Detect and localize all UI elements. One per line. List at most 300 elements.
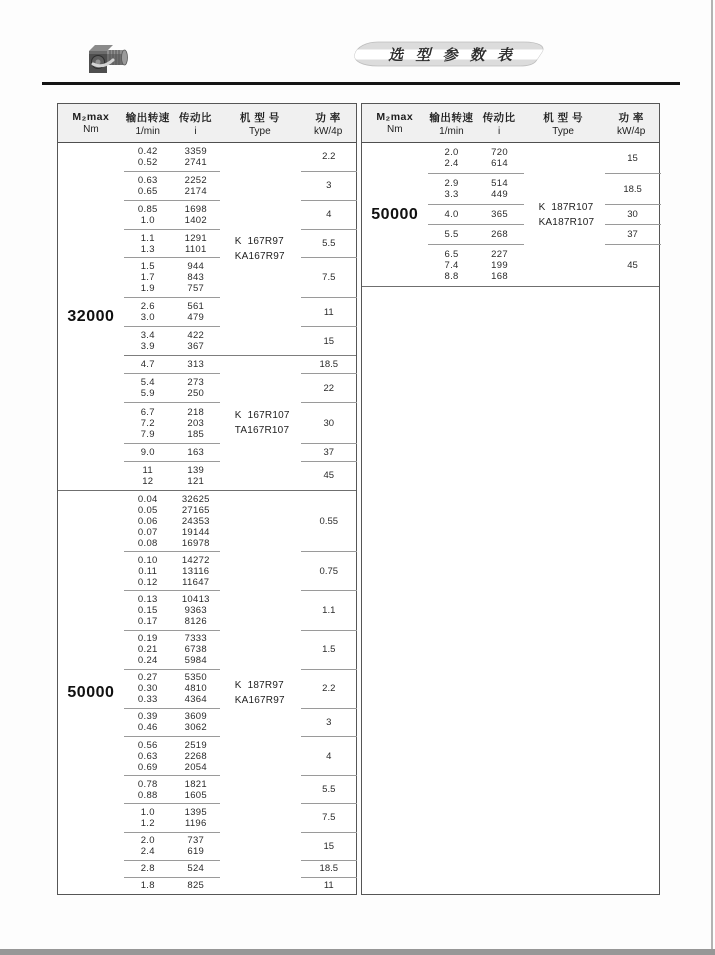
ratio-value: 2252 [184, 174, 207, 186]
speed-values [124, 330, 172, 352]
column-header [475, 104, 523, 142]
power-value: 3 [301, 172, 357, 201]
speed-values [124, 447, 172, 458]
column-header [124, 104, 172, 142]
speed-values [428, 229, 476, 240]
power-value: 30 [605, 205, 661, 225]
selection-table-left [57, 103, 357, 895]
speed-value: 4.7 [140, 359, 155, 371]
speed-values [124, 146, 172, 168]
speed-value: 0.04 [137, 493, 158, 505]
table-body [58, 143, 356, 894]
column-header-unit: i [497, 125, 501, 137]
type-line: K 167R97 [234, 236, 284, 247]
power-value: 4 [301, 201, 357, 230]
header-rule [42, 82, 680, 85]
speed-values [124, 863, 172, 874]
speed-values [124, 633, 172, 666]
power-value: 22 [301, 374, 357, 403]
table-row [124, 552, 357, 591]
ratio-value: 479 [187, 312, 205, 324]
table-row [124, 374, 357, 403]
power-value: 1.1 [301, 591, 357, 630]
ratio-value: 10413 [181, 593, 210, 605]
speed-values [124, 359, 172, 370]
power-value: 11 [301, 298, 357, 327]
ratio-values [172, 301, 220, 323]
power-value: 5.5 [301, 230, 357, 259]
speed-value: 7.2 [140, 417, 155, 429]
ratio-value: 2519 [184, 739, 207, 751]
speed-value: 2.8 [140, 863, 155, 875]
column-header-cn: 功 率 [315, 111, 341, 124]
speed-value: 0.15 [137, 604, 158, 616]
ratio-value: 185 [187, 428, 205, 440]
speed-value: 3.0 [140, 312, 155, 324]
gear-reducer-image [83, 38, 135, 80]
table-row [124, 444, 357, 462]
ratio-value: 944 [187, 261, 205, 273]
power-value: 4 [301, 737, 357, 776]
column-header-unit: 1/min [135, 125, 160, 137]
ratio-values [172, 407, 220, 440]
column-header [603, 104, 659, 142]
ratio-values [172, 779, 220, 801]
column-header [219, 104, 300, 142]
type-group [124, 143, 356, 356]
speed-value: 0.27 [137, 672, 158, 684]
table-row [124, 462, 357, 490]
ratio-value: 203 [187, 417, 205, 429]
speed-values [124, 740, 172, 773]
ratio-value: 825 [187, 880, 205, 892]
ratio-value: 19144 [181, 526, 210, 538]
ratio-values [172, 330, 220, 352]
speed-values [124, 175, 172, 197]
power-value: 7.5 [301, 258, 357, 298]
ratio-value: 313 [187, 359, 205, 371]
ratio-value: 24353 [181, 515, 210, 527]
ratio-values [172, 711, 220, 733]
speed-value: 1.0 [140, 214, 155, 226]
speed-values [124, 880, 172, 891]
ratio-value: 27165 [181, 504, 210, 516]
type-line: KA167R97 [234, 251, 285, 262]
ratio-value: 199 [491, 260, 508, 271]
speed-value: 0.19 [137, 633, 158, 645]
speed-value: 2.6 [140, 301, 155, 313]
speed-values [124, 377, 172, 399]
speed-value: 0.63 [137, 174, 158, 186]
ratio-value: 9363 [184, 604, 207, 616]
table-row [124, 804, 357, 832]
type-line: KA167R97 [234, 694, 285, 706]
power-value: 18.5 [605, 174, 661, 205]
ratio-value: 757 [187, 283, 205, 295]
ratio-value: 5350 [184, 672, 207, 684]
speed-values [124, 555, 172, 588]
ratio-value: 614 [491, 158, 508, 169]
type-line: K 187R97 [234, 679, 284, 691]
ratio-values [172, 633, 220, 666]
ratio-value: 1196 [184, 817, 207, 829]
ratio-value: 14272 [181, 554, 210, 566]
table-row [124, 878, 357, 894]
column-header-cn: 传动比 [179, 111, 213, 124]
table-body [362, 143, 659, 894]
column-header [300, 104, 356, 142]
speed-value: 11 [142, 464, 154, 476]
speed-value: 0.06 [137, 515, 158, 527]
page-title: 选 型 参 数 表 [388, 47, 516, 64]
ratio-values [172, 233, 220, 255]
ratio-values [476, 249, 524, 282]
page-bottom-bar [0, 949, 715, 955]
table-row [124, 258, 357, 298]
ratio-value: 1821 [184, 778, 207, 790]
table-header [58, 104, 356, 143]
column-header-cn: M₂max [376, 111, 414, 123]
speed-values [124, 835, 172, 857]
ratio-value: 7333 [184, 633, 207, 645]
ratio-value: 268 [491, 229, 508, 240]
speed-value: 3.4 [140, 330, 155, 342]
column-header-cn: 功 率 [618, 111, 644, 124]
table-section [362, 143, 659, 287]
power-value: 11 [323, 880, 334, 892]
type-group [124, 356, 356, 490]
column-header-cn: 输出转速 [125, 111, 170, 124]
column-header-cn: 机 型 号 [543, 111, 584, 124]
ratio-value: 218 [187, 406, 205, 418]
ratio-value: 139 [187, 464, 205, 476]
column-header-unit: kW/4p [313, 125, 343, 137]
speed-values [124, 594, 172, 627]
ratio-values [172, 494, 220, 549]
speed-values [124, 261, 172, 294]
speed-value: 0.63 [137, 750, 158, 762]
ratio-value: 3359 [184, 145, 207, 157]
speed-values [124, 672, 172, 705]
ratio-value: 250 [187, 388, 205, 400]
speed-value: 1.2 [140, 817, 155, 829]
speed-value: 0.69 [137, 761, 158, 773]
type-label [524, 200, 605, 230]
table-row [124, 861, 357, 878]
ratio-value: 168 [491, 271, 508, 282]
table-header [362, 104, 659, 143]
table-row [124, 143, 357, 172]
speed-value: 6.5 [444, 249, 459, 260]
speed-value: 9.0 [140, 446, 155, 458]
speed-value: 3.3 [444, 189, 459, 200]
speed-value: 0.21 [137, 644, 158, 656]
ratio-value: 163 [187, 446, 205, 458]
power-value: 2.2 [301, 143, 357, 172]
speed-value: 0.05 [137, 504, 158, 516]
table-row [124, 491, 357, 552]
gear-reducer-icon [83, 38, 135, 80]
table-row [124, 776, 357, 804]
column-header [172, 104, 220, 142]
type-line: KA187R107 [538, 216, 595, 228]
ratio-values [476, 178, 524, 200]
power-value: 37 [301, 444, 357, 462]
table-section [58, 491, 356, 894]
power-value: 1.5 [301, 631, 357, 670]
speed-value: 0.46 [137, 722, 158, 734]
power-value: 18.5 [301, 356, 357, 374]
title-banner [352, 41, 552, 68]
type-label [220, 678, 301, 708]
speed-value: 5.5 [444, 229, 459, 240]
ratio-value: 4810 [184, 683, 207, 695]
ratio-values [476, 147, 524, 169]
speed-value: 2.9 [444, 178, 459, 189]
speed-value: 0.88 [137, 789, 158, 801]
column-header-unit: Type [248, 125, 271, 137]
speed-value: 0.52 [137, 156, 158, 168]
table-row [124, 591, 357, 630]
page-right-edge [711, 0, 713, 955]
ratio-value: 273 [187, 377, 205, 389]
speed-value: 0.56 [137, 739, 158, 751]
ratio-values [172, 175, 220, 197]
speed-values [124, 233, 172, 255]
ratio-values [172, 807, 220, 829]
power-value: 0.75 [301, 552, 357, 591]
ratio-value: 11647 [182, 576, 210, 588]
speed-values [428, 147, 476, 169]
table-row [428, 143, 661, 174]
power-value: 30 [301, 403, 357, 443]
ratio-value: 3062 [184, 722, 207, 734]
speed-value: 7.4 [444, 260, 459, 271]
power-value: 15 [301, 833, 357, 861]
column-header [58, 104, 124, 142]
speed-values [124, 407, 172, 440]
column-header-unit: Nm [387, 124, 403, 135]
speed-value: 0.08 [137, 537, 158, 549]
ratio-value: 561 [187, 301, 205, 313]
speed-value: 0.17 [137, 615, 158, 627]
type-group [124, 491, 356, 894]
ratio-value: 5984 [184, 655, 207, 667]
speed-value: 6.7 [140, 406, 155, 418]
ratio-value: 3609 [184, 711, 207, 723]
ratio-value: 13116 [182, 565, 210, 577]
ratio-values [172, 465, 220, 487]
ratio-values [172, 204, 220, 226]
power-value: 18.5 [301, 861, 357, 878]
speed-value: 1.0 [140, 806, 155, 818]
ratio-value: 619 [187, 846, 205, 858]
ratio-value: 2268 [184, 750, 207, 762]
column-header-cn: M₂max [72, 111, 110, 123]
ratio-value: 1402 [184, 214, 207, 226]
table-row [124, 709, 357, 737]
speed-values [428, 209, 476, 220]
speed-value: 3.9 [140, 341, 155, 353]
ratio-value: 2174 [184, 185, 207, 197]
ratio-values [476, 229, 524, 240]
speed-value: 1.8 [140, 880, 155, 892]
power-value: 45 [323, 470, 335, 482]
table-row [124, 298, 357, 327]
ratio-value: 843 [187, 272, 205, 284]
ratio-value: 6738 [184, 644, 207, 656]
ratio-value: 422 [187, 330, 205, 342]
ratio-value: 16978 [181, 537, 210, 549]
ratio-values [172, 261, 220, 294]
column-header-unit: Type [552, 125, 574, 137]
table-row [124, 201, 357, 230]
speed-value: 0.39 [137, 711, 158, 723]
power-value: 7.5 [301, 804, 357, 832]
ratio-value: 121 [187, 475, 205, 487]
speed-value: 1.1 [140, 232, 155, 244]
torque-value: 32000 [67, 307, 115, 325]
speed-values [124, 204, 172, 226]
ratio-values [476, 209, 524, 220]
column-header-cn: 机 型 号 [239, 111, 280, 124]
speed-value: 2.4 [444, 158, 459, 169]
column-header-unit: 1/min [439, 125, 464, 137]
speed-value: 2.0 [140, 835, 155, 847]
table-row [124, 737, 357, 776]
ratio-value: 32625 [181, 493, 210, 505]
ratio-value: 8126 [184, 615, 207, 627]
speed-values [124, 779, 172, 801]
column-header-cn: 传动比 [482, 111, 516, 124]
speed-value: 5.9 [140, 388, 155, 400]
ratio-value: 1291 [184, 232, 207, 244]
selection-table-right [361, 103, 660, 895]
power-value: 2.2 [301, 670, 357, 709]
table-section [58, 143, 356, 491]
table-row [124, 833, 357, 861]
ratio-value: 720 [491, 147, 508, 158]
ratio-value: 1101 [184, 243, 207, 255]
ratio-value: 524 [187, 863, 205, 875]
speed-value: 0.33 [137, 694, 158, 706]
table-row [124, 327, 357, 355]
ratio-values [172, 740, 220, 773]
speed-value: 1.7 [140, 272, 155, 284]
type-line: K 167R107 [234, 410, 290, 421]
speed-value: 1.3 [140, 243, 155, 255]
power-value: 15 [323, 335, 335, 347]
speed-value: 0.30 [137, 683, 158, 695]
ratio-values [172, 594, 220, 627]
power-value: 0.55 [301, 491, 357, 552]
speed-value: 0.65 [137, 185, 158, 197]
ratio-value: 737 [187, 835, 205, 847]
ratio-value: 1395 [184, 806, 207, 818]
power-value: 15 [605, 143, 661, 174]
ratio-values [172, 447, 220, 458]
speed-values [124, 301, 172, 323]
type-label [220, 408, 301, 438]
power-value: 5.5 [301, 776, 357, 804]
ratio-values [172, 672, 220, 705]
ratio-values [172, 359, 220, 370]
speed-values [124, 494, 172, 549]
speed-value: 1.9 [140, 283, 155, 295]
speed-value: 2.4 [140, 846, 155, 858]
speed-value: 12 [142, 475, 154, 487]
type-label [220, 234, 301, 264]
ratio-values [172, 835, 220, 857]
speed-value: 0.42 [137, 145, 158, 157]
speed-value: 8.8 [444, 271, 459, 282]
power-value: 37 [605, 225, 661, 245]
speed-value: 5.4 [140, 377, 155, 389]
column-header [362, 104, 428, 142]
ratio-value: 4364 [184, 694, 207, 706]
column-header-unit: kW/4p [617, 125, 646, 137]
table-row [124, 172, 357, 201]
ratio-values [172, 555, 220, 588]
torque-value: 50000 [67, 683, 115, 701]
type-group [428, 143, 659, 286]
speed-value: 4.0 [444, 209, 459, 220]
ratio-value: 2741 [184, 156, 207, 168]
ratio-value: 367 [187, 341, 205, 353]
power-value: 45 [627, 260, 638, 271]
ratio-value: 1698 [184, 203, 207, 215]
column-header [428, 104, 476, 142]
speed-value: 0.85 [137, 203, 158, 215]
speed-value: 0.07 [137, 526, 158, 538]
ratio-value: 514 [491, 178, 508, 189]
type-line: TA167R107 [234, 425, 290, 436]
table-row [124, 356, 357, 374]
column-header-unit: i [194, 125, 197, 137]
table-row [124, 631, 357, 670]
ratio-value: 227 [491, 249, 508, 260]
ratio-values [172, 880, 220, 891]
ratio-value: 1605 [184, 789, 207, 801]
column-header [523, 104, 603, 142]
speed-value: 0.78 [137, 778, 158, 790]
column-header-cn: 输出转速 [429, 111, 474, 124]
speed-value: 1.5 [140, 261, 155, 273]
power-value: 3 [301, 709, 357, 737]
column-header-unit: Nm [83, 124, 99, 135]
speed-values [428, 249, 476, 282]
speed-values [124, 465, 172, 487]
speed-value: 0.12 [137, 576, 158, 588]
ratio-value: 2054 [184, 761, 207, 773]
ratio-values [172, 146, 220, 168]
speed-values [124, 807, 172, 829]
ratio-value: 449 [491, 189, 508, 200]
speed-value: 0.24 [137, 655, 158, 667]
speed-value: 0.11 [138, 565, 158, 577]
speed-value: 0.10 [137, 554, 158, 566]
table-row [428, 245, 661, 286]
speed-values [428, 178, 476, 200]
ratio-values [172, 377, 220, 399]
ratio-value: 365 [491, 209, 508, 220]
ratio-values [172, 863, 220, 874]
torque-value: 50000 [371, 205, 419, 223]
speed-values [124, 711, 172, 733]
speed-value: 7.9 [140, 428, 155, 440]
type-line: K 187R107 [538, 201, 594, 213]
speed-value: 0.13 [137, 593, 158, 605]
